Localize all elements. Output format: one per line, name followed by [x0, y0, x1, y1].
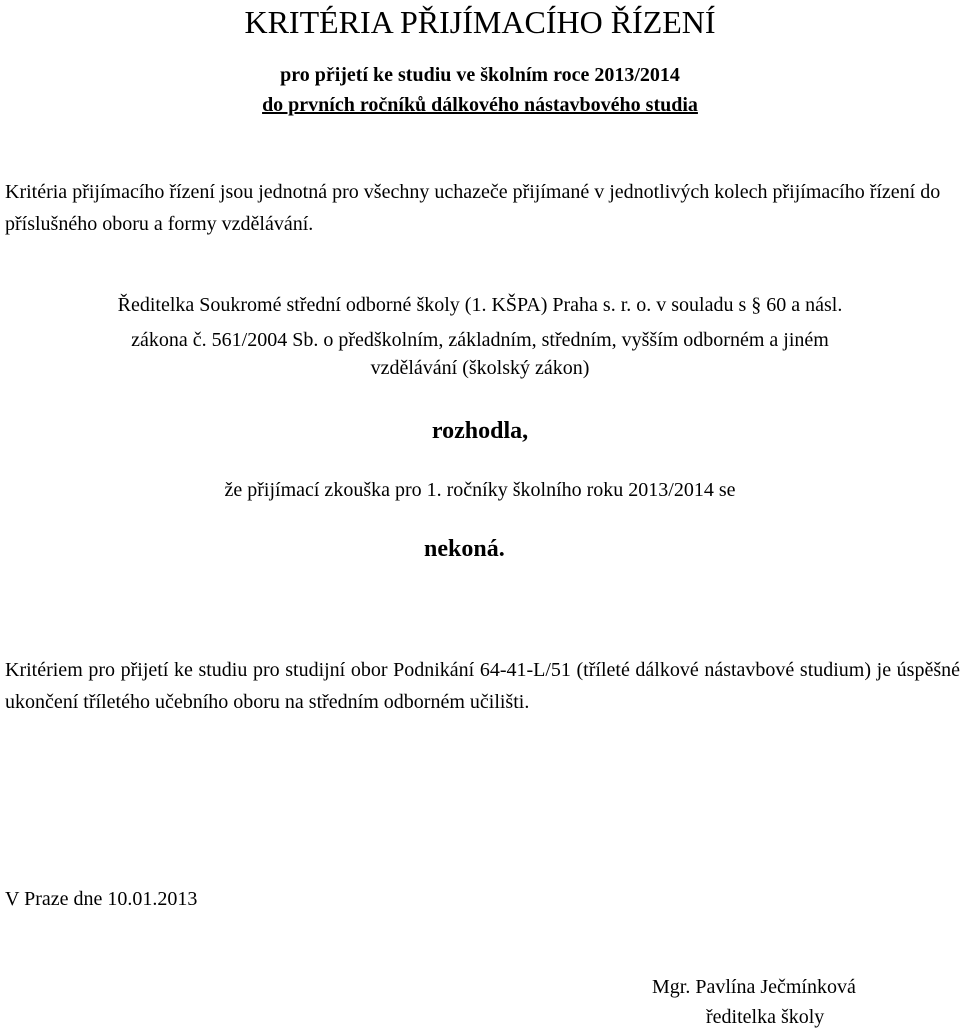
signatory-name: Mgr. Pavlína Ječmínková	[652, 976, 856, 998]
decision-statement-line: zákona č. 561/2004 Sb. o předškolním, základním, středním, vyšším odborném a jiném	[131, 329, 829, 351]
document-subtitle-school-year: pro přijetí ke studiu ve školním roce 2013/2014	[280, 64, 680, 86]
signatory-role: ředitelka školy	[706, 1006, 825, 1028]
exam-statement: že přijímací zkouška pro 1. ročníky školního roku 2013/2014 se	[224, 479, 736, 501]
decision-statement-line: vzdělávání (školský zákon)	[370, 357, 590, 379]
document-subtitle-study-type: do prvních ročníků dálkového nástavbového studia	[262, 94, 698, 116]
intro-paragraph: Kritéria přijímacího řízení jsou jednotná pro všechny uchazeče přijímané v jednotlivých kolech přijímacího řízení do příslušného oboru a formy vzdělávání.	[5, 181, 941, 235]
exam-not-held: nekoná.	[424, 536, 505, 562]
date-place-line: V Praze dne 10.01.2013	[5, 888, 198, 910]
decision-statement-line: Ředitelka Soukromé střední odborné školy (1. KŠPA) Praha s. r. o. v souladu s § 60 a násl.	[117, 294, 843, 316]
decision-verb: rozhodla,	[431, 418, 529, 444]
admission-criterion-paragraph: Kritériem pro přijetí ke studiu pro studijní obor Podnikání 64-41-L/51 (tříleté dálkové nástavbové studium) je úspěšné ukončení tříletého učebního oboru na středním odborném učilišti.	[5, 659, 960, 713]
document-title: KRITÉRIA PŘIJÍMACÍHO ŘÍZENÍ	[244, 4, 716, 40]
